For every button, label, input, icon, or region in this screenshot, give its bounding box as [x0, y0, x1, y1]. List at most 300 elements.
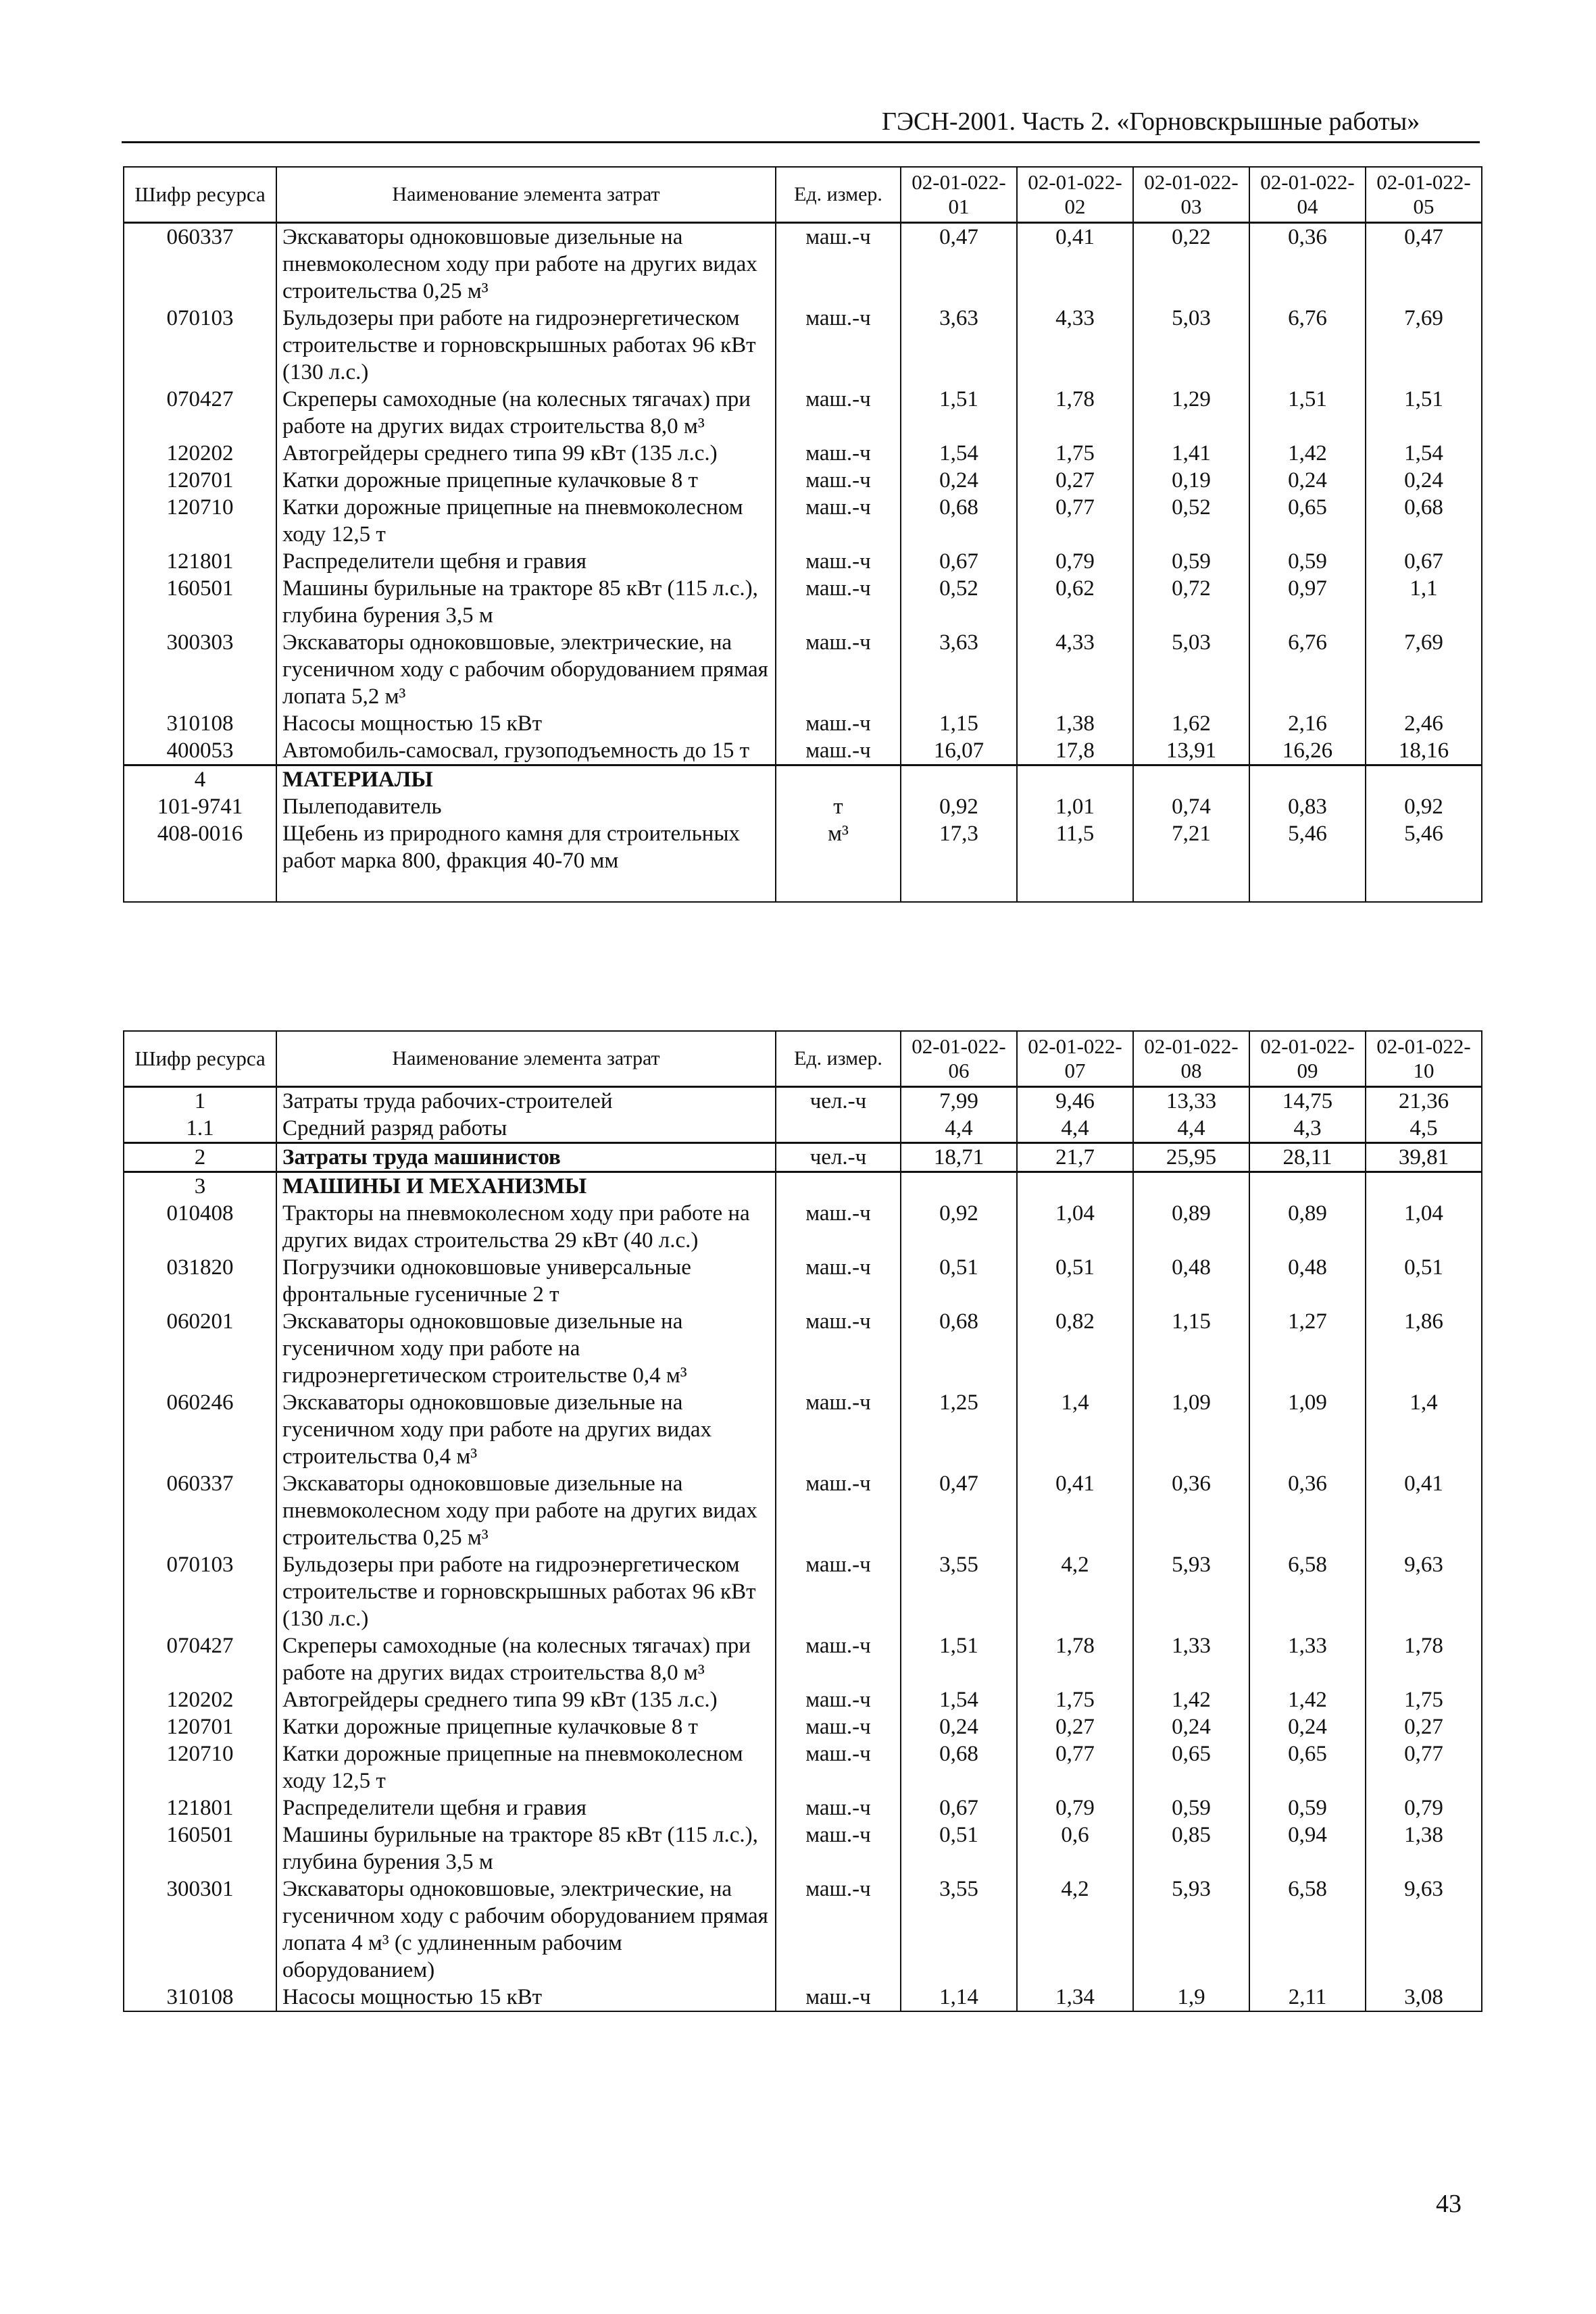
- norm-value-cell: 1,54: [901, 1686, 1017, 1713]
- unit-cell: маш.-ч: [776, 386, 901, 440]
- table-row: [124, 1713, 1482, 1740]
- resource-code-cell: 070427: [124, 386, 276, 440]
- norm-value-cell: 1,75: [1017, 1686, 1133, 1713]
- norm-value-cell: 0,79: [1366, 1794, 1482, 1821]
- norm-value-cell: 0,67: [901, 548, 1017, 575]
- norm-value-cell: 0,59: [1249, 1794, 1366, 1821]
- table-row: [124, 386, 1482, 440]
- norm-value-cell: 1,09: [1249, 1389, 1366, 1470]
- unit-cell: маш.-ч: [776, 548, 901, 575]
- norm-value-cell: 1,42: [1249, 440, 1366, 467]
- norm-value-cell: [1366, 1172, 1482, 1201]
- norm-value-cell: 1,75: [1017, 440, 1133, 467]
- norm-value-cell: 0,41: [1017, 1470, 1133, 1551]
- table-row: [124, 1200, 1482, 1254]
- table-row: [124, 1632, 1482, 1686]
- norm-value-cell: 1,54: [901, 440, 1017, 467]
- norm-value-cell: 1,14: [901, 1984, 1017, 2011]
- norm-value-cell: 0,59: [1133, 548, 1249, 575]
- norm-value-cell: 13,33: [1133, 1087, 1249, 1115]
- norm-value-cell: 0,24: [1249, 467, 1366, 494]
- norm-value-cell: 1,1: [1366, 575, 1482, 629]
- unit-cell: маш.-ч: [776, 1984, 901, 2011]
- unit-cell: маш.-ч: [776, 1713, 901, 1740]
- resource-code-cell: 300301: [124, 1876, 276, 1984]
- cost-element-name-cell: Катки дорожные прицепные кулачковые 8 т: [276, 1713, 776, 1740]
- norm-value-cell: 0,47: [1366, 223, 1482, 305]
- norm-value-cell: [1249, 765, 1366, 794]
- norm-value-cell: 0,41: [1017, 223, 1133, 305]
- unit-cell: маш.-ч: [776, 1740, 901, 1794]
- page-header: ГЭСН-2001. Часть 2. «Горновскрышные работы»: [882, 107, 1420, 136]
- norm-value-cell: 1,75: [1366, 1686, 1482, 1713]
- resource-code-cell: 070427: [124, 1632, 276, 1686]
- table-row: [124, 1087, 1482, 1115]
- norm-value-cell: 2,16: [1249, 710, 1366, 737]
- cost-element-name-cell: Автогрейдеры среднего типа 99 кВт (135 л.с.): [276, 1686, 776, 1713]
- resource-code-cell: 4: [124, 765, 276, 794]
- resource-code-cell: 101-9741: [124, 793, 276, 820]
- unit-cell: м³: [776, 820, 901, 874]
- norm-value-cell: [901, 765, 1017, 794]
- empty-cell: [276, 874, 776, 902]
- norm-value-cell: 17,3: [901, 820, 1017, 874]
- norm-value-cell: 28,11: [1249, 1143, 1366, 1172]
- resource-code-cell: 060337: [124, 1470, 276, 1551]
- norm-value-cell: 4,4: [1017, 1115, 1133, 1143]
- unit-cell: маш.-ч: [776, 305, 901, 386]
- norm-value-cell: 0,83: [1249, 793, 1366, 820]
- norm-value-cell: 0,24: [901, 467, 1017, 494]
- table-row: [124, 1551, 1482, 1632]
- norm-value-cell: 5,93: [1133, 1876, 1249, 1984]
- norm-value-cell: 0,68: [901, 1308, 1017, 1389]
- norm-value-cell: 0,59: [1249, 548, 1366, 575]
- column-header-unit: Ед. измер.: [776, 1031, 901, 1087]
- norm-table-1: [123, 166, 1482, 903]
- norm-value-cell: 1,4: [1366, 1389, 1482, 1470]
- cost-element-name-cell: Бульдозеры при работе на гидроэнергетическом строительстве и горновскрышных работах 96 кВт (130 л.с.): [276, 305, 776, 386]
- norm-value-cell: 4,4: [1133, 1115, 1249, 1143]
- resource-code-cell: 120710: [124, 1740, 276, 1794]
- norm-value-cell: 3,63: [901, 305, 1017, 386]
- cost-element-name-cell: Машины бурильные на тракторе 85 кВт (115 л.с.), глубина бурения 3,5 м: [276, 575, 776, 629]
- cost-element-name-cell: Затраты труда рабочих-строителей: [276, 1087, 776, 1115]
- column-header-norm: 02-01-022-03: [1133, 167, 1249, 223]
- norm-value-cell: 0,47: [901, 1470, 1017, 1551]
- table-row: [124, 629, 1482, 710]
- resource-code-cell: 070103: [124, 305, 276, 386]
- empty-cell: [124, 874, 276, 902]
- norm-value-cell: [901, 1172, 1017, 1201]
- norm-value-cell: [1249, 1172, 1366, 1201]
- norm-value-cell: 0,68: [901, 494, 1017, 548]
- unit-cell: маш.-ч: [776, 494, 901, 548]
- cost-element-name-cell: Затраты труда машинистов: [276, 1143, 776, 1172]
- norm-value-cell: 0,67: [901, 1794, 1017, 1821]
- page-number: 43: [1436, 2190, 1462, 2218]
- resource-code-cell: 120701: [124, 467, 276, 494]
- table-row: [124, 440, 1482, 467]
- norm-value-cell: 1,33: [1133, 1632, 1249, 1686]
- norm-value-cell: 0,68: [901, 1740, 1017, 1794]
- norm-value-cell: 11,5: [1017, 820, 1133, 874]
- resource-code-cell: 160501: [124, 575, 276, 629]
- empty-cell: [1133, 874, 1249, 902]
- resource-code-cell: 120701: [124, 1713, 276, 1740]
- table-row: [124, 1254, 1482, 1308]
- norm-value-cell: 3,55: [901, 1876, 1017, 1984]
- resource-code-cell: 1.1: [124, 1115, 276, 1143]
- cost-element-name-cell: Насосы мощностью 15 кВт: [276, 710, 776, 737]
- cost-element-name-cell: Экскаваторы одноковшовые дизельные на пневмоколесном ходу при работе на других видах строительства 0,25 м³: [276, 223, 776, 305]
- cost-element-name-cell: МАТЕРИАЛЫ: [276, 765, 776, 794]
- column-header-norm: 02-01-022-09: [1249, 1031, 1366, 1087]
- unit-cell: маш.-ч: [776, 223, 901, 305]
- norm-value-cell: 1,51: [1249, 386, 1366, 440]
- empty-cell: [1366, 874, 1482, 902]
- norm-value-cell: 0,24: [1133, 1713, 1249, 1740]
- norm-value-cell: 1,15: [1133, 1308, 1249, 1389]
- norm-value-cell: 6,76: [1249, 629, 1366, 710]
- unit-cell: маш.-ч: [776, 1794, 901, 1821]
- cost-element-name-cell: Погрузчики одноковшовые универсальные фронтальные гусеничные 2 т: [276, 1254, 776, 1308]
- norm-value-cell: 14,75: [1249, 1087, 1366, 1115]
- unit-cell: маш.-ч: [776, 710, 901, 737]
- norm-value-cell: 0,89: [1133, 1200, 1249, 1254]
- table-row: [124, 710, 1482, 737]
- norm-value-cell: 0,52: [1133, 494, 1249, 548]
- norm-value-cell: 0,6: [1017, 1821, 1133, 1876]
- norm-value-cell: 0,51: [1366, 1254, 1482, 1308]
- resource-code-cell: 3: [124, 1172, 276, 1201]
- norm-value-cell: 1,62: [1133, 710, 1249, 737]
- unit-cell: маш.-ч: [776, 1308, 901, 1389]
- norm-value-cell: 0,27: [1366, 1713, 1482, 1740]
- norm-value-cell: 1,41: [1133, 440, 1249, 467]
- unit-cell: маш.-ч: [776, 1686, 901, 1713]
- resource-code-cell: 120710: [124, 494, 276, 548]
- norm-value-cell: 0,52: [901, 575, 1017, 629]
- table-body: [124, 1087, 1482, 2012]
- cost-element-name-cell: Щебень из природного камня для строительных работ марка 800, фракция 40-70 мм: [276, 820, 776, 874]
- norm-value-cell: 1,78: [1017, 386, 1133, 440]
- cost-element-name-cell: Экскаваторы одноковшовые, электрические, на гусеничном ходу с рабочим оборудованием прямая лопата 4 м³ (с удлиненным рабочим оборудованием): [276, 1876, 776, 1984]
- section-row: [124, 1172, 1482, 1201]
- cost-element-name-cell: Экскаваторы одноковшовые дизельные на пневмоколесном ходу при работе на других видах строительства 0,25 м³: [276, 1470, 776, 1551]
- resource-code-cell: 070103: [124, 1551, 276, 1632]
- resource-code-cell: 120202: [124, 440, 276, 467]
- norm-value-cell: 16,26: [1249, 737, 1366, 765]
- norm-value-cell: 1,51: [1366, 386, 1482, 440]
- norm-value-cell: 6,58: [1249, 1876, 1366, 1984]
- cost-element-name-cell: Пылеподавитель: [276, 793, 776, 820]
- norm-value-cell: 0,48: [1249, 1254, 1366, 1308]
- norm-value-cell: 0,72: [1133, 575, 1249, 629]
- norm-value-cell: [1133, 765, 1249, 794]
- norm-value-cell: 0,77: [1366, 1740, 1482, 1794]
- unit-cell: маш.-ч: [776, 467, 901, 494]
- resource-code-cell: 310108: [124, 1984, 276, 2011]
- cost-element-name-cell: Экскаваторы одноковшовые дизельные на гусеничном ходу при работе на гидроэнергетическом строительстве 0,4 м³: [276, 1308, 776, 1389]
- column-header-norm: 02-01-022-02: [1017, 167, 1133, 223]
- norm-value-cell: 1,78: [1017, 1632, 1133, 1686]
- unit-cell: маш.-ч: [776, 575, 901, 629]
- column-header-norm: 02-01-022-08: [1133, 1031, 1249, 1087]
- resource-code-cell: 060337: [124, 223, 276, 305]
- norm-value-cell: 6,58: [1249, 1551, 1366, 1632]
- column-header-norm: 02-01-022-05: [1366, 167, 1482, 223]
- cost-element-name-cell: Катки дорожные прицепные кулачковые 8 т: [276, 467, 776, 494]
- table-row: [124, 467, 1482, 494]
- norm-value-cell: 0,27: [1017, 1713, 1133, 1740]
- norm-value-cell: 0,92: [901, 793, 1017, 820]
- resource-code-cell: 010408: [124, 1200, 276, 1254]
- resource-code-cell: 400053: [124, 737, 276, 765]
- norm-value-cell: 1,34: [1017, 1984, 1133, 2011]
- norm-value-cell: 0,24: [1366, 467, 1482, 494]
- norm-value-cell: [1133, 1172, 1249, 1201]
- norm-value-cell: 3,55: [901, 1551, 1017, 1632]
- norm-value-cell: 0,19: [1133, 467, 1249, 494]
- norm-value-cell: 4,33: [1017, 305, 1133, 386]
- norm-value-cell: 3,63: [901, 629, 1017, 710]
- norm-value-cell: 1,38: [1017, 710, 1133, 737]
- norm-value-cell: 1,38: [1366, 1821, 1482, 1876]
- norm-value-cell: 9,46: [1017, 1087, 1133, 1115]
- norm-value-cell: 4,4: [901, 1115, 1017, 1143]
- norm-value-cell: 5,46: [1366, 820, 1482, 874]
- norm-value-cell: 0,92: [1366, 793, 1482, 820]
- norm-value-cell: 0,36: [1133, 1470, 1249, 1551]
- norm-value-cell: 1,42: [1133, 1686, 1249, 1713]
- unit-cell: [776, 765, 901, 794]
- table-row: [124, 1821, 1482, 1876]
- section-row: [124, 765, 1482, 794]
- unit-cell: маш.-ч: [776, 1200, 901, 1254]
- table-header-row: [124, 167, 1482, 223]
- norm-value-cell: 4,5: [1366, 1115, 1482, 1143]
- norm-value-cell: 0,65: [1133, 1740, 1249, 1794]
- empty-cell: [1249, 874, 1366, 902]
- empty-cell: [776, 874, 901, 902]
- table-body: [124, 223, 1482, 903]
- table-row: [124, 1389, 1482, 1470]
- norm-value-cell: 1,51: [901, 1632, 1017, 1686]
- norm-value-cell: 7,69: [1366, 305, 1482, 386]
- table-row: [124, 575, 1482, 629]
- table-row: [124, 737, 1482, 765]
- norm-value-cell: 0,77: [1017, 1740, 1133, 1794]
- cost-element-name-cell: Тракторы на пневмоколесном ходу при работе на других видах строительства 29 кВт (40 л.с.): [276, 1200, 776, 1254]
- column-header-norm: 02-01-022-01: [901, 167, 1017, 223]
- norm-value-cell: 0,27: [1017, 467, 1133, 494]
- norm-value-cell: 7,21: [1133, 820, 1249, 874]
- norm-value-cell: 0,24: [901, 1713, 1017, 1740]
- norm-value-cell: 0,67: [1366, 548, 1482, 575]
- norm-value-cell: 0,68: [1366, 494, 1482, 548]
- cost-element-name-cell: Экскаваторы одноковшовые дизельные на гусеничном ходу при работе на других видах строительства 0,4 м³: [276, 1389, 776, 1470]
- norm-value-cell: 6,76: [1249, 305, 1366, 386]
- cost-element-name-cell: Скреперы самоходные (на колесных тягачах) при работе на других видах строительства 8,0 м³: [276, 1632, 776, 1686]
- header-rule: [122, 141, 1480, 143]
- norm-value-cell: 18,71: [901, 1143, 1017, 1172]
- unit-cell: чел.-ч: [776, 1143, 901, 1172]
- norm-value-cell: 0,65: [1249, 494, 1366, 548]
- norm-value-cell: 0,89: [1249, 1200, 1366, 1254]
- norm-value-cell: 1,4: [1017, 1389, 1133, 1470]
- norm-value-cell: [1366, 765, 1482, 794]
- norm-value-cell: 25,95: [1133, 1143, 1249, 1172]
- table-spacer-row: [124, 874, 1482, 902]
- table-row: [124, 494, 1482, 548]
- resource-code-cell: 310108: [124, 710, 276, 737]
- norm-value-cell: 5,03: [1133, 305, 1249, 386]
- norm-value-cell: 0,65: [1249, 1740, 1366, 1794]
- cost-element-name-cell: Автогрейдеры среднего типа 99 кВт (135 л.с.): [276, 440, 776, 467]
- norm-value-cell: 0,24: [1249, 1713, 1366, 1740]
- norm-value-cell: 21,36: [1366, 1087, 1482, 1115]
- column-header-norm: 02-01-022-06: [901, 1031, 1017, 1087]
- norm-value-cell: 0,22: [1133, 223, 1249, 305]
- norm-value-cell: 7,99: [901, 1087, 1017, 1115]
- norm-value-cell: 1,27: [1249, 1308, 1366, 1389]
- cost-element-name-cell: Скреперы самоходные (на колесных тягачах) при работе на других видах строительства 8,0 м³: [276, 386, 776, 440]
- norm-value-cell: [1017, 1172, 1133, 1201]
- table-row: [124, 1470, 1482, 1551]
- resource-code-cell: 031820: [124, 1254, 276, 1308]
- resource-code-cell: 120202: [124, 1686, 276, 1713]
- norm-value-cell: 1,78: [1366, 1632, 1482, 1686]
- unit-cell: чел.-ч: [776, 1087, 901, 1115]
- cost-element-name-cell: Катки дорожные прицепные на пневмоколесном ходу 12,5 т: [276, 494, 776, 548]
- norm-value-cell: 1,04: [1366, 1200, 1482, 1254]
- table-row: [124, 820, 1482, 874]
- norm-value-cell: 39,81: [1366, 1143, 1482, 1172]
- table-row: [124, 1876, 1482, 1984]
- resource-code-cell: 300303: [124, 629, 276, 710]
- cost-element-name-cell: Бульдозеры при работе на гидроэнергетическом строительстве и горновскрышных работах 96 кВт (130 л.с.): [276, 1551, 776, 1632]
- norm-value-cell: 0,79: [1017, 548, 1133, 575]
- column-header-name: Наименование элемента затрат: [276, 1031, 776, 1087]
- norm-value-cell: 1,42: [1249, 1686, 1366, 1713]
- norm-value-cell: 0,77: [1017, 494, 1133, 548]
- norm-value-cell: 17,8: [1017, 737, 1133, 765]
- unit-cell: [776, 1172, 901, 1201]
- table-row: [124, 1794, 1482, 1821]
- norm-value-cell: 1,25: [901, 1389, 1017, 1470]
- empty-cell: [1017, 874, 1133, 902]
- norm-value-cell: 5,03: [1133, 629, 1249, 710]
- table-row: [124, 305, 1482, 386]
- norm-value-cell: 2,46: [1366, 710, 1482, 737]
- norm-value-cell: 0,62: [1017, 575, 1133, 629]
- norm-value-cell: 0,48: [1133, 1254, 1249, 1308]
- column-header-name: Наименование элемента затрат: [276, 167, 776, 223]
- norm-value-cell: 1,29: [1133, 386, 1249, 440]
- norm-value-cell: 0,74: [1133, 793, 1249, 820]
- norm-value-cell: 13,91: [1133, 737, 1249, 765]
- norm-value-cell: 1,86: [1366, 1308, 1482, 1389]
- resource-code-cell: 060201: [124, 1308, 276, 1389]
- norm-value-cell: 0,51: [901, 1254, 1017, 1308]
- norm-value-cell: 0,51: [1017, 1254, 1133, 1308]
- table-row: [124, 548, 1482, 575]
- norm-value-cell: 3,08: [1366, 1984, 1482, 2011]
- column-header-code: Шифр ресурса: [124, 1031, 276, 1087]
- table-row: [124, 1740, 1482, 1794]
- table-header-row: [124, 1031, 1482, 1087]
- cost-element-name-cell: Катки дорожные прицепные на пневмоколесном ходу 12,5 т: [276, 1740, 776, 1794]
- norm-value-cell: 0,85: [1133, 1821, 1249, 1876]
- table-row: [124, 1115, 1482, 1143]
- unit-cell: маш.-ч: [776, 1389, 901, 1470]
- column-header-norm: 02-01-022-04: [1249, 167, 1366, 223]
- norm-value-cell: 7,69: [1366, 629, 1482, 710]
- norm-value-cell: 1,54: [1366, 440, 1482, 467]
- norm-table-2: [123, 1030, 1482, 2012]
- norm-value-cell: 0,79: [1017, 1794, 1133, 1821]
- resource-code-cell: 121801: [124, 548, 276, 575]
- cost-element-name-cell: Машины бурильные на тракторе 85 кВт (115 л.с.), глубина бурения 3,5 м: [276, 1821, 776, 1876]
- column-header-unit: Ед. измер.: [776, 167, 901, 223]
- unit-cell: [776, 1115, 901, 1143]
- column-header-code: Шифр ресурса: [124, 167, 276, 223]
- norm-value-cell: 1,15: [901, 710, 1017, 737]
- resource-code-cell: 1: [124, 1087, 276, 1115]
- cost-element-name-cell: МАШИНЫ И МЕХАНИЗМЫ: [276, 1172, 776, 1201]
- norm-value-cell: 9,63: [1366, 1551, 1482, 1632]
- norm-value-cell: 4,3: [1249, 1115, 1366, 1143]
- norm-value-cell: 4,2: [1017, 1551, 1133, 1632]
- norm-value-cell: 1,01: [1017, 793, 1133, 820]
- norm-value-cell: [1017, 765, 1133, 794]
- norm-value-cell: 5,46: [1249, 820, 1366, 874]
- resource-code-cell: 2: [124, 1143, 276, 1172]
- unit-cell: маш.-ч: [776, 1470, 901, 1551]
- norm-value-cell: 1,9: [1133, 1984, 1249, 2011]
- norm-value-cell: 4,2: [1017, 1876, 1133, 1984]
- norm-value-cell: 0,36: [1249, 223, 1366, 305]
- unit-cell: маш.-ч: [776, 1551, 901, 1632]
- norm-value-cell: 4,33: [1017, 629, 1133, 710]
- norm-value-cell: 0,82: [1017, 1308, 1133, 1389]
- cost-element-name-cell: Распределители щебня и гравия: [276, 548, 776, 575]
- resource-code-cell: 408-0016: [124, 820, 276, 874]
- norm-value-cell: 16,07: [901, 737, 1017, 765]
- column-header-norm: 02-01-022-10: [1366, 1031, 1482, 1087]
- cost-element-name-cell: Экскаваторы одноковшовые, электрические, на гусеничном ходу с рабочим оборудованием прямая лопата 5,2 м³: [276, 629, 776, 710]
- unit-cell: маш.-ч: [776, 629, 901, 710]
- table-row: [124, 1686, 1482, 1713]
- norm-value-cell: 0,92: [901, 1200, 1017, 1254]
- unit-cell: т: [776, 793, 901, 820]
- unit-cell: маш.-ч: [776, 737, 901, 765]
- unit-cell: маш.-ч: [776, 1876, 901, 1984]
- norm-value-cell: 1,09: [1133, 1389, 1249, 1470]
- norm-value-cell: 2,11: [1249, 1984, 1366, 2011]
- resource-code-cell: 121801: [124, 1794, 276, 1821]
- unit-cell: маш.-ч: [776, 1632, 901, 1686]
- norm-value-cell: 1,51: [901, 386, 1017, 440]
- norm-value-cell: 9,63: [1366, 1876, 1482, 1984]
- norm-value-cell: 0,94: [1249, 1821, 1366, 1876]
- norm-value-cell: 1,04: [1017, 1200, 1133, 1254]
- resource-code-cell: 060246: [124, 1389, 276, 1470]
- section-row: [124, 1143, 1482, 1172]
- unit-cell: маш.-ч: [776, 1821, 901, 1876]
- unit-cell: маш.-ч: [776, 1254, 901, 1308]
